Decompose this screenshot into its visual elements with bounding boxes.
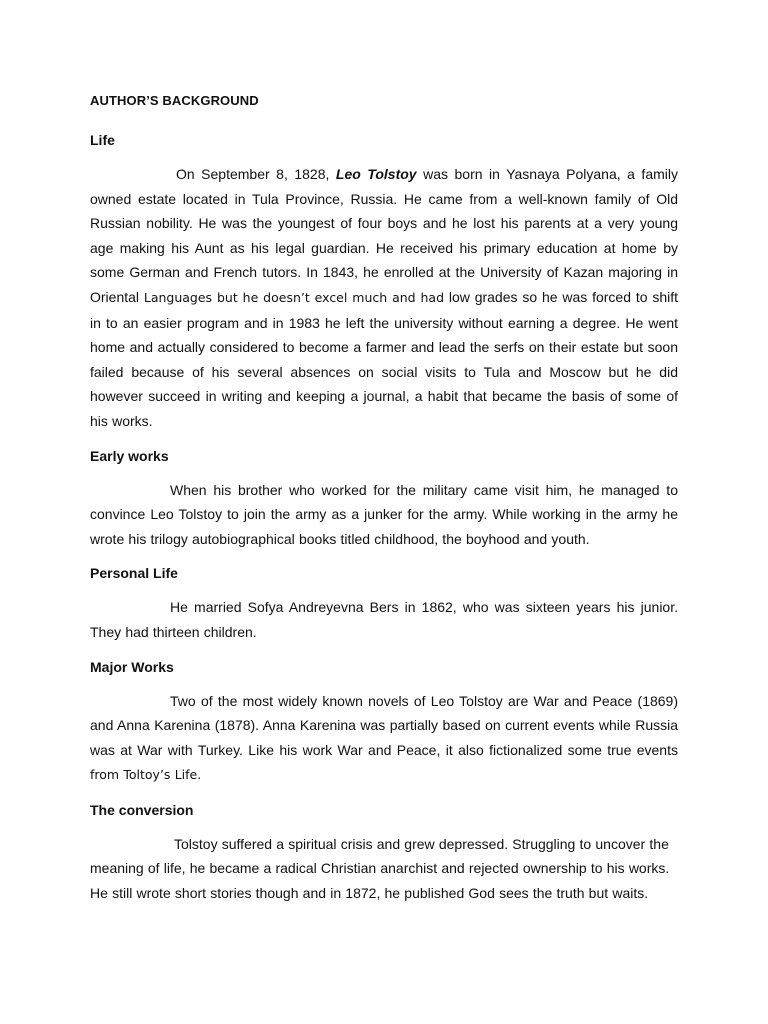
paragraph-life-mid: was born in Yasnaya Polyana, a family owned estate located in Tula Province, Russia. He came from a well-known family of Old Russian nobility. He was the youngest of four boys and he lost his parents at a very young age making his Aunt as his legal guardian. He received his primary education at home by some German and French tutors. In 1843, he enrolled at the University of Kazan majoring in Oriental	[90, 166, 678, 305]
section-heading-life: Life	[90, 132, 115, 148]
paragraph-life-start: On September 8, 1828,	[176, 166, 336, 182]
section-heading-conversion: The conversion	[90, 801, 194, 818]
paragraph-early-works	[90, 478, 678, 552]
author-name-emphasis: Leo Tolstoy	[335, 166, 417, 182]
paragraph-life-end: low grades so he was forced to shift in to an easier program and in 1983 he left the university without earning a degree. He went home and actually considered to become a farmer and lead the serfs on their estate but soon failed because of his several absences on social visits to Tula and Moscow but he did however succeed in writing and keeping a journal, a habit that became the basis of some of his works.	[90, 288, 678, 429]
paragraph-life-alt-font: Languages but he doesn’t excel much and had	[143, 289, 445, 305]
paragraph-conversion-text: Tolstoy suffered a spiritual crisis and grew depressed. Struggling to uncover the meaning of life, he became a radical Christian anarchist and rejected ownership to his works. He still wrote short stories though and in 1872, he published God sees the truth but waits.	[90, 835, 670, 902]
document-title: AUTHOR’S BACKGROUND	[90, 93, 259, 108]
paragraph-personal-life	[90, 595, 678, 644]
section-heading-personal-life: Personal Life	[90, 565, 178, 582]
paragraph-early-works-text: When his brother who worked for the military came visit him, he managed to convince Leo Tolstoy to join the army as a junker for the army. While working in the army he wrote his trilogy autobiographical books titled childhood, the boyhood and youth.	[90, 481, 678, 547]
section-heading-early-works: Early works	[90, 447, 169, 464]
section-heading-major-works: Major Works	[90, 658, 174, 675]
paragraph-major-works	[90, 689, 678, 788]
paragraph-conversion	[90, 832, 678, 906]
paragraph-major-works-alt-font: from Toltoy’s Life.	[90, 767, 202, 783]
paragraph-personal-life-text: He married Sofya Andreyevna Bers in 1862, who was sixteen years his junior. They had thirteen children.	[90, 599, 678, 640]
paragraph-life	[90, 162, 678, 434]
paragraph-major-works-text: Two of the most widely known novels of Leo Tolstoy are War and Peace (1869) and Anna Karenina (1878). Anna Karenina was partially based on current events while Russia was at War with Turkey. Like his work War and Peace, it also fictionalized some true events	[90, 692, 678, 758]
